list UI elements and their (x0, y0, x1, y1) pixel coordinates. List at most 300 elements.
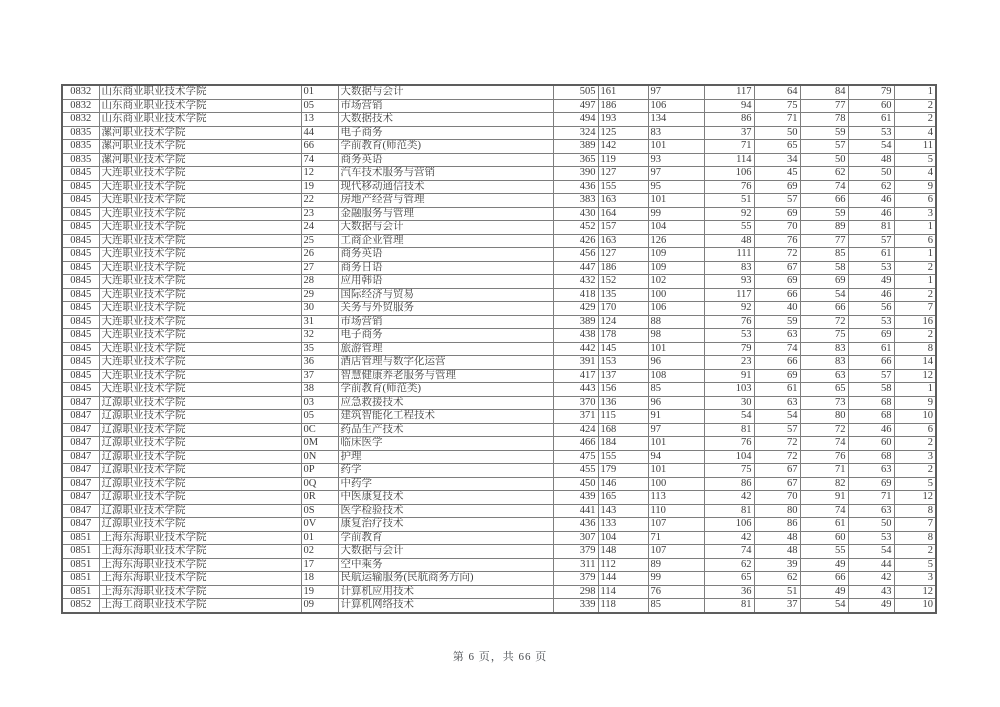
cell-value-6: 55 (800, 545, 848, 559)
cell-major-code: 0V (301, 518, 338, 532)
cell-value-2: 155 (598, 450, 648, 464)
cell-school-code: 0845 (62, 369, 99, 383)
cell-value-8: 2 (894, 288, 936, 302)
cell-value-4: 114 (704, 153, 754, 167)
cell-value-3: 96 (648, 356, 704, 370)
cell-value-3: 101 (648, 194, 704, 208)
cell-value-2: 112 (598, 558, 648, 572)
cell-value-3: 109 (648, 248, 704, 262)
cell-value-7: 57 (848, 234, 894, 248)
cell-value-6: 54 (800, 288, 848, 302)
cell-school-code: 0835 (62, 140, 99, 154)
cell-value-8: 7 (894, 302, 936, 316)
cell-value-1: 389 (553, 140, 598, 154)
cell-value-3: 93 (648, 153, 704, 167)
cell-value-4: 81 (704, 504, 754, 518)
cell-value-6: 62 (800, 167, 848, 181)
table-row (62, 302, 936, 316)
cell-value-2: 137 (598, 369, 648, 383)
cell-value-8: 10 (894, 599, 936, 613)
table-row (62, 599, 936, 613)
cell-school-code: 0845 (62, 180, 99, 194)
cell-school-name: 上海东海职业技术学院 (99, 572, 301, 586)
cell-value-6: 65 (800, 383, 848, 397)
cell-value-2: 148 (598, 545, 648, 559)
cell-value-2: 136 (598, 396, 648, 410)
cell-major-code: 38 (301, 383, 338, 397)
cell-value-6: 76 (800, 450, 848, 464)
cell-value-6: 77 (800, 99, 848, 113)
cell-major-name: 电子商务 (338, 329, 553, 343)
cell-value-5: 72 (754, 248, 800, 262)
cell-major-name: 金融服务与管理 (338, 207, 553, 221)
cell-school-name: 大连职业技术学院 (99, 234, 301, 248)
cell-value-1: 429 (553, 302, 598, 316)
cell-value-6: 71 (800, 464, 848, 478)
cell-major-name: 计算机网络技术 (338, 599, 553, 613)
cell-value-1: 390 (553, 167, 598, 181)
cell-value-8: 6 (894, 423, 936, 437)
cell-value-8: 6 (894, 194, 936, 208)
cell-value-5: 71 (754, 113, 800, 127)
cell-major-code: 29 (301, 288, 338, 302)
cell-value-5: 76 (754, 234, 800, 248)
table-row (62, 153, 936, 167)
table-row (62, 558, 936, 572)
cell-value-3: 99 (648, 207, 704, 221)
cell-school-name: 大连职业技术学院 (99, 369, 301, 383)
cell-school-name: 辽源职业技术学院 (99, 518, 301, 532)
cell-major-code: 35 (301, 342, 338, 356)
cell-value-5: 65 (754, 140, 800, 154)
cell-value-8: 8 (894, 504, 936, 518)
cell-value-6: 66 (800, 302, 848, 316)
cell-school-name: 辽源职业技术学院 (99, 491, 301, 505)
cell-school-name: 大连职业技术学院 (99, 342, 301, 356)
cell-value-4: 48 (704, 234, 754, 248)
cell-school-name: 漯河职业技术学院 (99, 140, 301, 154)
cell-school-code: 0851 (62, 531, 99, 545)
cell-value-8: 7 (894, 518, 936, 532)
cell-value-1: 452 (553, 221, 598, 235)
cell-major-name: 应急救援技术 (338, 396, 553, 410)
cell-value-4: 92 (704, 302, 754, 316)
cell-value-5: 34 (754, 153, 800, 167)
cell-value-6: 72 (800, 423, 848, 437)
cell-value-5: 54 (754, 410, 800, 424)
cell-value-3: 89 (648, 558, 704, 572)
cell-school-code: 0847 (62, 410, 99, 424)
cell-value-3: 95 (648, 180, 704, 194)
cell-school-name: 大连职业技术学院 (99, 180, 301, 194)
cell-value-2: 152 (598, 275, 648, 289)
cell-value-3: 104 (648, 221, 704, 235)
cell-value-4: 54 (704, 410, 754, 424)
cell-value-8: 1 (894, 383, 936, 397)
cell-value-1: 450 (553, 477, 598, 491)
cell-value-7: 62 (848, 180, 894, 194)
cell-value-5: 62 (754, 572, 800, 586)
cell-major-code: 23 (301, 207, 338, 221)
cell-value-5: 67 (754, 261, 800, 275)
cell-value-4: 62 (704, 558, 754, 572)
page-number-footer: 第 6 页，共 66 页 (452, 651, 548, 663)
cell-school-code: 0845 (62, 194, 99, 208)
cell-value-1: 475 (553, 450, 598, 464)
cell-school-name: 大连职业技术学院 (99, 275, 301, 289)
cell-value-6: 59 (800, 207, 848, 221)
cell-value-5: 48 (754, 545, 800, 559)
cell-value-7: 57 (848, 369, 894, 383)
cell-value-3: 134 (648, 113, 704, 127)
table-row (62, 356, 936, 370)
cell-value-6: 49 (800, 585, 848, 599)
cell-value-2: 157 (598, 221, 648, 235)
table-row (62, 85, 936, 99)
cell-major-name: 酒店管理与数字化运营 (338, 356, 553, 370)
cell-value-4: 23 (704, 356, 754, 370)
cell-school-name: 辽源职业技术学院 (99, 450, 301, 464)
cell-major-code: 13 (301, 113, 338, 127)
cell-major-name: 商务日语 (338, 261, 553, 275)
cell-value-6: 69 (800, 275, 848, 289)
table-row (62, 221, 936, 235)
cell-major-code: 01 (301, 85, 338, 99)
cell-value-7: 66 (848, 356, 894, 370)
cell-major-name: 大数据与会计 (338, 221, 553, 235)
cell-value-3: 76 (648, 585, 704, 599)
cell-value-3: 101 (648, 464, 704, 478)
cell-value-5: 45 (754, 167, 800, 181)
cell-value-3: 101 (648, 342, 704, 356)
cell-school-code: 0847 (62, 437, 99, 451)
cell-school-name: 大连职业技术学院 (99, 288, 301, 302)
cell-major-code: 05 (301, 99, 338, 113)
cell-value-2: 124 (598, 315, 648, 329)
cell-major-name: 护理 (338, 450, 553, 464)
cell-value-8: 12 (894, 369, 936, 383)
cell-value-8: 12 (894, 585, 936, 599)
cell-school-name: 大连职业技术学院 (99, 356, 301, 370)
cell-value-4: 81 (704, 599, 754, 613)
cell-value-3: 71 (648, 531, 704, 545)
cell-value-4: 75 (704, 464, 754, 478)
cell-value-1: 447 (553, 261, 598, 275)
cell-value-3: 108 (648, 369, 704, 383)
table-row (62, 113, 936, 127)
cell-major-code: 31 (301, 315, 338, 329)
table-row (62, 450, 936, 464)
cell-value-7: 68 (848, 410, 894, 424)
cell-value-8: 1 (894, 221, 936, 235)
table-row (62, 437, 936, 451)
cell-value-8: 16 (894, 315, 936, 329)
cell-value-1: 466 (553, 437, 598, 451)
cell-value-8: 2 (894, 437, 936, 451)
cell-value-5: 50 (754, 126, 800, 140)
cell-school-name: 辽源职业技术学院 (99, 410, 301, 424)
cell-value-8: 11 (894, 140, 936, 154)
cell-value-3: 97 (648, 423, 704, 437)
cell-school-code: 0845 (62, 207, 99, 221)
cell-value-8: 2 (894, 464, 936, 478)
cell-value-3: 101 (648, 140, 704, 154)
cell-value-1: 371 (553, 410, 598, 424)
cell-value-5: 59 (754, 315, 800, 329)
cell-value-8: 4 (894, 126, 936, 140)
cell-value-4: 76 (704, 180, 754, 194)
cell-value-4: 91 (704, 369, 754, 383)
cell-value-2: 127 (598, 167, 648, 181)
cell-major-name: 工商企业管理 (338, 234, 553, 248)
table-row (62, 126, 936, 140)
cell-school-name: 辽源职业技术学院 (99, 504, 301, 518)
cell-value-6: 57 (800, 140, 848, 154)
cell-value-8: 5 (894, 153, 936, 167)
cell-value-5: 63 (754, 329, 800, 343)
cell-school-name: 上海工商职业技术学院 (99, 599, 301, 613)
cell-value-6: 49 (800, 558, 848, 572)
cell-school-name: 辽源职业技术学院 (99, 423, 301, 437)
cell-value-3: 88 (648, 315, 704, 329)
cell-value-4: 65 (704, 572, 754, 586)
cell-value-4: 74 (704, 545, 754, 559)
cell-value-2: 104 (598, 531, 648, 545)
cell-value-7: 53 (848, 261, 894, 275)
cell-value-8: 3 (894, 207, 936, 221)
cell-value-1: 497 (553, 99, 598, 113)
cell-value-2: 127 (598, 248, 648, 262)
table-row (62, 248, 936, 262)
cell-value-5: 75 (754, 99, 800, 113)
cell-school-code: 0847 (62, 450, 99, 464)
cell-value-7: 68 (848, 396, 894, 410)
cell-value-4: 79 (704, 342, 754, 356)
table-row (62, 194, 936, 208)
table-row (62, 464, 936, 478)
cell-value-3: 107 (648, 545, 704, 559)
cell-value-8: 12 (894, 491, 936, 505)
cell-value-8: 5 (894, 558, 936, 572)
cell-value-1: 298 (553, 585, 598, 599)
cell-value-7: 44 (848, 558, 894, 572)
cell-school-code: 0847 (62, 396, 99, 410)
cell-value-8: 14 (894, 356, 936, 370)
cell-value-6: 83 (800, 342, 848, 356)
cell-value-6: 74 (800, 504, 848, 518)
cell-major-code: 17 (301, 558, 338, 572)
cell-school-name: 大连职业技术学院 (99, 329, 301, 343)
cell-value-3: 94 (648, 450, 704, 464)
cell-major-name: 康复治疗技术 (338, 518, 553, 532)
table-row (62, 315, 936, 329)
cell-value-1: 370 (553, 396, 598, 410)
cell-value-2: 153 (598, 356, 648, 370)
cell-school-name: 大连职业技术学院 (99, 248, 301, 262)
cell-school-name: 山东商业职业技术学院 (99, 85, 301, 99)
cell-value-4: 92 (704, 207, 754, 221)
cell-value-2: 184 (598, 437, 648, 451)
cell-value-7: 53 (848, 126, 894, 140)
cell-school-name: 上海东海职业技术学院 (99, 585, 301, 599)
cell-value-8: 8 (894, 342, 936, 356)
cell-value-7: 50 (848, 518, 894, 532)
cell-value-2: 125 (598, 126, 648, 140)
cell-value-6: 80 (800, 410, 848, 424)
table-row (62, 167, 936, 181)
cell-major-name: 医学检验技术 (338, 504, 553, 518)
cell-value-7: 79 (848, 85, 894, 99)
cell-value-1: 456 (553, 248, 598, 262)
cell-value-1: 418 (553, 288, 598, 302)
table-row (62, 99, 936, 113)
cell-value-8: 9 (894, 396, 936, 410)
cell-value-4: 51 (704, 194, 754, 208)
cell-major-code: 66 (301, 140, 338, 154)
cell-major-code: 0P (301, 464, 338, 478)
cell-value-4: 42 (704, 491, 754, 505)
cell-value-5: 40 (754, 302, 800, 316)
cell-school-code: 0845 (62, 315, 99, 329)
cell-value-2: 144 (598, 572, 648, 586)
table-row (62, 410, 936, 424)
cell-value-1: 324 (553, 126, 598, 140)
cell-value-4: 104 (704, 450, 754, 464)
table-row (62, 329, 936, 343)
cell-value-7: 53 (848, 531, 894, 545)
cell-school-name: 漯河职业技术学院 (99, 126, 301, 140)
cell-value-8: 1 (894, 248, 936, 262)
cell-value-6: 75 (800, 329, 848, 343)
cell-major-code: 74 (301, 153, 338, 167)
cell-school-code: 0845 (62, 248, 99, 262)
cell-value-5: 74 (754, 342, 800, 356)
cell-value-4: 42 (704, 531, 754, 545)
cell-value-1: 307 (553, 531, 598, 545)
cell-value-1: 430 (553, 207, 598, 221)
table-row (62, 140, 936, 154)
cell-value-7: 69 (848, 477, 894, 491)
cell-value-3: 109 (648, 261, 704, 275)
cell-value-1: 391 (553, 356, 598, 370)
table-row (62, 504, 936, 518)
cell-value-8: 2 (894, 545, 936, 559)
cell-major-code: 19 (301, 585, 338, 599)
cell-value-2: 179 (598, 464, 648, 478)
cell-value-4: 53 (704, 329, 754, 343)
cell-major-name: 商务英语 (338, 248, 553, 262)
cell-value-5: 67 (754, 477, 800, 491)
cell-value-3: 100 (648, 288, 704, 302)
cell-value-5: 57 (754, 423, 800, 437)
cell-value-7: 63 (848, 464, 894, 478)
cell-value-4: 103 (704, 383, 754, 397)
cell-value-8: 2 (894, 329, 936, 343)
cell-school-code: 0845 (62, 288, 99, 302)
cell-value-5: 72 (754, 450, 800, 464)
cell-value-5: 69 (754, 207, 800, 221)
cell-school-name: 辽源职业技术学院 (99, 477, 301, 491)
cell-value-6: 83 (800, 356, 848, 370)
cell-school-code: 0845 (62, 167, 99, 181)
cell-value-5: 66 (754, 288, 800, 302)
cell-school-name: 大连职业技术学院 (99, 383, 301, 397)
table-row (62, 261, 936, 275)
cell-school-code: 0845 (62, 342, 99, 356)
cell-school-name: 山东商业职业技术学院 (99, 113, 301, 127)
cell-school-name: 大连职业技术学院 (99, 167, 301, 181)
cell-major-code: 05 (301, 410, 338, 424)
cell-value-7: 61 (848, 248, 894, 262)
cell-major-name: 现代移动通信技术 (338, 180, 553, 194)
cell-value-4: 117 (704, 288, 754, 302)
cell-value-2: 114 (598, 585, 648, 599)
cell-value-2: 186 (598, 261, 648, 275)
cell-major-name: 市场营销 (338, 99, 553, 113)
cell-school-name: 辽源职业技术学院 (99, 464, 301, 478)
cell-value-5: 61 (754, 383, 800, 397)
cell-value-8: 4 (894, 167, 936, 181)
cell-major-name: 民航运输服务(民航商务方向) (338, 572, 553, 586)
cell-value-4: 83 (704, 261, 754, 275)
cell-value-5: 72 (754, 437, 800, 451)
cell-value-4: 76 (704, 315, 754, 329)
cell-value-4: 94 (704, 99, 754, 113)
cell-value-3: 110 (648, 504, 704, 518)
cell-school-name: 大连职业技术学院 (99, 194, 301, 208)
cell-value-3: 106 (648, 99, 704, 113)
cell-major-name: 中医康复技术 (338, 491, 553, 505)
cell-value-5: 86 (754, 518, 800, 532)
cell-value-8: 3 (894, 572, 936, 586)
cell-school-name: 上海东海职业技术学院 (99, 558, 301, 572)
cell-school-code: 0851 (62, 545, 99, 559)
cell-value-6: 72 (800, 315, 848, 329)
cell-value-4: 71 (704, 140, 754, 154)
cell-value-7: 63 (848, 504, 894, 518)
cell-value-3: 106 (648, 302, 704, 316)
cell-school-name: 大连职业技术学院 (99, 207, 301, 221)
cell-value-5: 57 (754, 194, 800, 208)
cell-value-1: 494 (553, 113, 598, 127)
cell-school-code: 0845 (62, 234, 99, 248)
cell-value-8: 1 (894, 85, 936, 99)
cell-school-code: 0832 (62, 99, 99, 113)
cell-value-3: 96 (648, 396, 704, 410)
cell-value-2: 118 (598, 599, 648, 613)
table-row (62, 491, 936, 505)
cell-major-code: 30 (301, 302, 338, 316)
cell-major-name: 汽车技术服务与营销 (338, 167, 553, 181)
cell-major-name: 商务英语 (338, 153, 553, 167)
cell-value-2: 135 (598, 288, 648, 302)
cell-value-4: 117 (704, 85, 754, 99)
cell-school-code: 0835 (62, 153, 99, 167)
cell-value-7: 46 (848, 423, 894, 437)
cell-value-7: 81 (848, 221, 894, 235)
table-row (62, 275, 936, 289)
cell-school-name: 大连职业技术学院 (99, 221, 301, 235)
cell-school-code: 0845 (62, 275, 99, 289)
table-row (62, 234, 936, 248)
cell-major-code: 32 (301, 329, 338, 343)
cell-value-4: 55 (704, 221, 754, 235)
cell-school-code: 0847 (62, 491, 99, 505)
cell-value-4: 93 (704, 275, 754, 289)
cell-major-name: 大数据与会计 (338, 85, 553, 99)
cell-value-7: 49 (848, 275, 894, 289)
cell-value-2: 143 (598, 504, 648, 518)
